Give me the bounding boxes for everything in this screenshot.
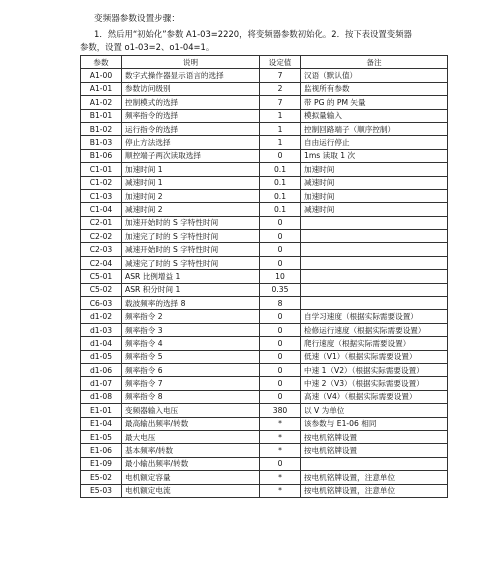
cell-setting-value: 0 <box>260 390 301 403</box>
cell-setting-value: 0.1 <box>260 176 301 189</box>
cell-setting-value: 0 <box>260 256 301 269</box>
cell-description: 停止方法选择 <box>122 136 260 149</box>
cell-parameter: E1-04 <box>81 417 122 430</box>
table-row <box>81 96 448 109</box>
table-row <box>81 430 448 443</box>
cell-description: 电机额定容量 <box>122 471 260 484</box>
cell-description: 加速开始时的 S 字特性时间 <box>122 216 260 229</box>
cell-description: 频率指令 7 <box>122 377 260 390</box>
table-row <box>81 404 448 417</box>
cell-remarks: 控制回路端子（顺序控制） <box>301 122 448 135</box>
cell-setting-value: 1 <box>260 109 301 122</box>
table-row <box>81 176 448 189</box>
cell-remarks: 以 V 为单位 <box>301 404 448 417</box>
cell-description: 加速时间 2 <box>122 189 260 202</box>
cell-setting-value: * <box>260 444 301 457</box>
cell-setting-value: 0 <box>260 323 301 336</box>
cell-setting-value: 0.1 <box>260 189 301 202</box>
cell-parameter: C2-01 <box>81 216 122 229</box>
cell-remarks: 加速时间 <box>301 163 448 176</box>
header-setting-value: 设定值 <box>260 56 301 69</box>
cell-description: 变频器输入电压 <box>122 404 260 417</box>
cell-description: 基本频率/转数 <box>122 444 260 457</box>
cell-remarks: 该参数与 E1-06 相同 <box>301 417 448 430</box>
cell-parameter: B1-06 <box>81 149 122 162</box>
cell-description: 运行指令的选择 <box>122 122 260 135</box>
cell-remarks: 按电机铭牌设置 <box>301 430 448 443</box>
cell-description: 电机额定电流 <box>122 484 260 497</box>
cell-description: 频率指令 5 <box>122 350 260 363</box>
header-remarks: 备注 <box>301 56 448 69</box>
cell-parameter: C5-01 <box>81 270 122 283</box>
cell-parameter: E1-05 <box>81 430 122 443</box>
cell-remarks: 汉语（默认值） <box>301 69 448 82</box>
table-body <box>81 69 448 498</box>
table-row <box>81 82 448 95</box>
cell-description: 最小输出频率/转数 <box>122 457 260 470</box>
cell-remarks: 减速时间 <box>301 203 448 216</box>
cell-parameter: d1-05 <box>81 350 122 363</box>
cell-remarks: 按电机铭牌设置，注意单位 <box>301 484 448 497</box>
cell-parameter: d1-03 <box>81 323 122 336</box>
cell-description: 频率指令 8 <box>122 390 260 403</box>
cell-remarks <box>301 216 448 229</box>
cell-remarks: 中速 1（V2）（根据实际需要设置） <box>301 363 448 376</box>
cell-setting-value: 0 <box>260 230 301 243</box>
cell-remarks <box>301 457 448 470</box>
cell-setting-value: 0 <box>260 243 301 256</box>
table-row <box>81 337 448 350</box>
cell-description: 减速时间 2 <box>122 203 260 216</box>
cell-setting-value: 2 <box>260 82 301 95</box>
table-row <box>81 310 448 323</box>
cell-remarks: 模拟量输入 <box>301 109 448 122</box>
cell-setting-value: 1 <box>260 136 301 149</box>
cell-parameter: C2-02 <box>81 230 122 243</box>
cell-parameter: A1-02 <box>81 96 122 109</box>
cell-remarks: 自学习速度（根据实际需要设置） <box>301 310 448 323</box>
cell-remarks <box>301 270 448 283</box>
parameter-table <box>80 55 448 498</box>
cell-remarks: 监视所有参数 <box>301 82 448 95</box>
cell-setting-value: 0.35 <box>260 283 301 296</box>
cell-remarks: 检修运行速度（根据实际需要设置） <box>301 323 448 336</box>
table-row <box>81 189 448 202</box>
intro-line-1: 1．然后用“初始化”参数 A1-03=2220，将变频器参数初始化。2．按下表设置变频器 <box>94 29 412 39</box>
cell-parameter: E5-03 <box>81 484 122 497</box>
cell-description: 顺控端子两次读取选择 <box>122 149 260 162</box>
cell-remarks <box>301 297 448 310</box>
cell-description: 减速开始时的 S 字特性时间 <box>122 243 260 256</box>
cell-parameter: A1-00 <box>81 69 122 82</box>
cell-parameter: C1-02 <box>81 176 122 189</box>
table-row <box>81 109 448 122</box>
cell-parameter: d1-04 <box>81 337 122 350</box>
cell-description: 最大电压 <box>122 430 260 443</box>
intro-paragraph <box>80 28 440 54</box>
intro-line-2: 参数，设置 o1-03=2、o1-04=1。 <box>80 42 215 52</box>
cell-description: 最高输出频率/转数 <box>122 417 260 430</box>
cell-remarks <box>301 243 448 256</box>
table-row <box>81 363 448 376</box>
cell-setting-value: 0 <box>260 149 301 162</box>
table-row <box>81 350 448 363</box>
table-row <box>81 270 448 283</box>
cell-parameter: d1-08 <box>81 390 122 403</box>
cell-parameter: B1-02 <box>81 122 122 135</box>
table-row <box>81 230 448 243</box>
cell-setting-value: 10 <box>260 270 301 283</box>
cell-parameter: E1-06 <box>81 444 122 457</box>
table-row <box>81 323 448 336</box>
table-header-row <box>81 56 448 69</box>
table-row <box>81 297 448 310</box>
table-row <box>81 444 448 457</box>
cell-description: 频率指令 4 <box>122 337 260 350</box>
cell-description: 减速时间 1 <box>122 176 260 189</box>
cell-parameter: C6-03 <box>81 297 122 310</box>
cell-remarks: 高速（V4）（根据实际需要设置） <box>301 390 448 403</box>
table-row <box>81 149 448 162</box>
table-row <box>81 203 448 216</box>
cell-setting-value: * <box>260 484 301 497</box>
cell-description: ASR 积分时间 1 <box>122 283 260 296</box>
cell-remarks: 低速（V1）（根据实际需要设置） <box>301 350 448 363</box>
cell-description: ASR 比例增益 1 <box>122 270 260 283</box>
cell-setting-value: 8 <box>260 297 301 310</box>
cell-description: 减速完了时的 S 字特性时间 <box>122 256 260 269</box>
table-row <box>81 283 448 296</box>
table-row <box>81 390 448 403</box>
cell-setting-value: 0 <box>260 457 301 470</box>
cell-remarks <box>301 230 448 243</box>
cell-parameter: C2-04 <box>81 256 122 269</box>
table-row <box>81 417 448 430</box>
table-row <box>81 216 448 229</box>
table-row <box>81 457 448 470</box>
header-description: 说明 <box>122 56 260 69</box>
cell-description: 加速完了时的 S 字特性时间 <box>122 230 260 243</box>
cell-setting-value: 0.1 <box>260 203 301 216</box>
table-row <box>81 163 448 176</box>
cell-description: 频率指令 2 <box>122 310 260 323</box>
table-row <box>81 69 448 82</box>
cell-description: 频率指令 6 <box>122 363 260 376</box>
cell-remarks: 带 PG 的 PM 矢量 <box>301 96 448 109</box>
cell-setting-value: 0 <box>260 310 301 323</box>
cell-parameter: E5-02 <box>81 471 122 484</box>
cell-parameter: B1-03 <box>81 136 122 149</box>
table-row <box>81 122 448 135</box>
cell-setting-value: 380 <box>260 404 301 417</box>
cell-setting-value: 0 <box>260 363 301 376</box>
cell-setting-value: 0 <box>260 216 301 229</box>
cell-description: 数字式操作器显示语言的选择 <box>122 69 260 82</box>
cell-parameter: E1-09 <box>81 457 122 470</box>
cell-setting-value: 1 <box>260 122 301 135</box>
cell-remarks: 爬行速度（根据实际需要设置） <box>301 337 448 350</box>
cell-remarks: 加速时间 <box>301 189 448 202</box>
cell-parameter: C1-04 <box>81 203 122 216</box>
table-row <box>81 377 448 390</box>
cell-remarks: 中速 2（V3）（根据实际需要设置） <box>301 377 448 390</box>
cell-setting-value: 0 <box>260 377 301 390</box>
cell-setting-value: 7 <box>260 69 301 82</box>
header-parameter: 参数 <box>81 56 122 69</box>
cell-setting-value: 0.1 <box>260 163 301 176</box>
cell-parameter: C5-02 <box>81 283 122 296</box>
cell-parameter: A1-01 <box>81 82 122 95</box>
table-row <box>81 484 448 497</box>
document-title: 变频器参数设置步骤： <box>94 14 180 24</box>
table-row <box>81 256 448 269</box>
cell-parameter: d1-02 <box>81 310 122 323</box>
table-row <box>81 243 448 256</box>
cell-description: 控制模式的选择 <box>122 96 260 109</box>
cell-remarks <box>301 256 448 269</box>
cell-parameter: C1-01 <box>81 163 122 176</box>
cell-parameter: d1-07 <box>81 377 122 390</box>
cell-setting-value: * <box>260 417 301 430</box>
cell-parameter: E1-01 <box>81 404 122 417</box>
cell-remarks: 自由运行停止 <box>301 136 448 149</box>
cell-remarks: 按电机铭牌设置 <box>301 444 448 457</box>
cell-description: 频率指令的选择 <box>122 109 260 122</box>
cell-parameter: d1-06 <box>81 363 122 376</box>
cell-setting-value: 0 <box>260 350 301 363</box>
cell-remarks: 减速时间 <box>301 176 448 189</box>
table-row <box>81 136 448 149</box>
cell-parameter: B1-01 <box>81 109 122 122</box>
cell-remarks <box>301 283 448 296</box>
cell-parameter: C2-03 <box>81 243 122 256</box>
cell-remarks: 按电机铭牌设置，注意单位 <box>301 471 448 484</box>
cell-description: 加速时间 1 <box>122 163 260 176</box>
cell-description: 频率指令 3 <box>122 323 260 336</box>
table-row <box>81 471 448 484</box>
cell-description: 参数访问级别 <box>122 82 260 95</box>
cell-setting-value: * <box>260 430 301 443</box>
cell-setting-value: 7 <box>260 96 301 109</box>
cell-remarks: 1ms 读取 1 次 <box>301 149 448 162</box>
cell-setting-value: 0 <box>260 337 301 350</box>
cell-description: 载波频率的选择 8 <box>122 297 260 310</box>
cell-setting-value: * <box>260 471 301 484</box>
cell-parameter: C1-03 <box>81 189 122 202</box>
